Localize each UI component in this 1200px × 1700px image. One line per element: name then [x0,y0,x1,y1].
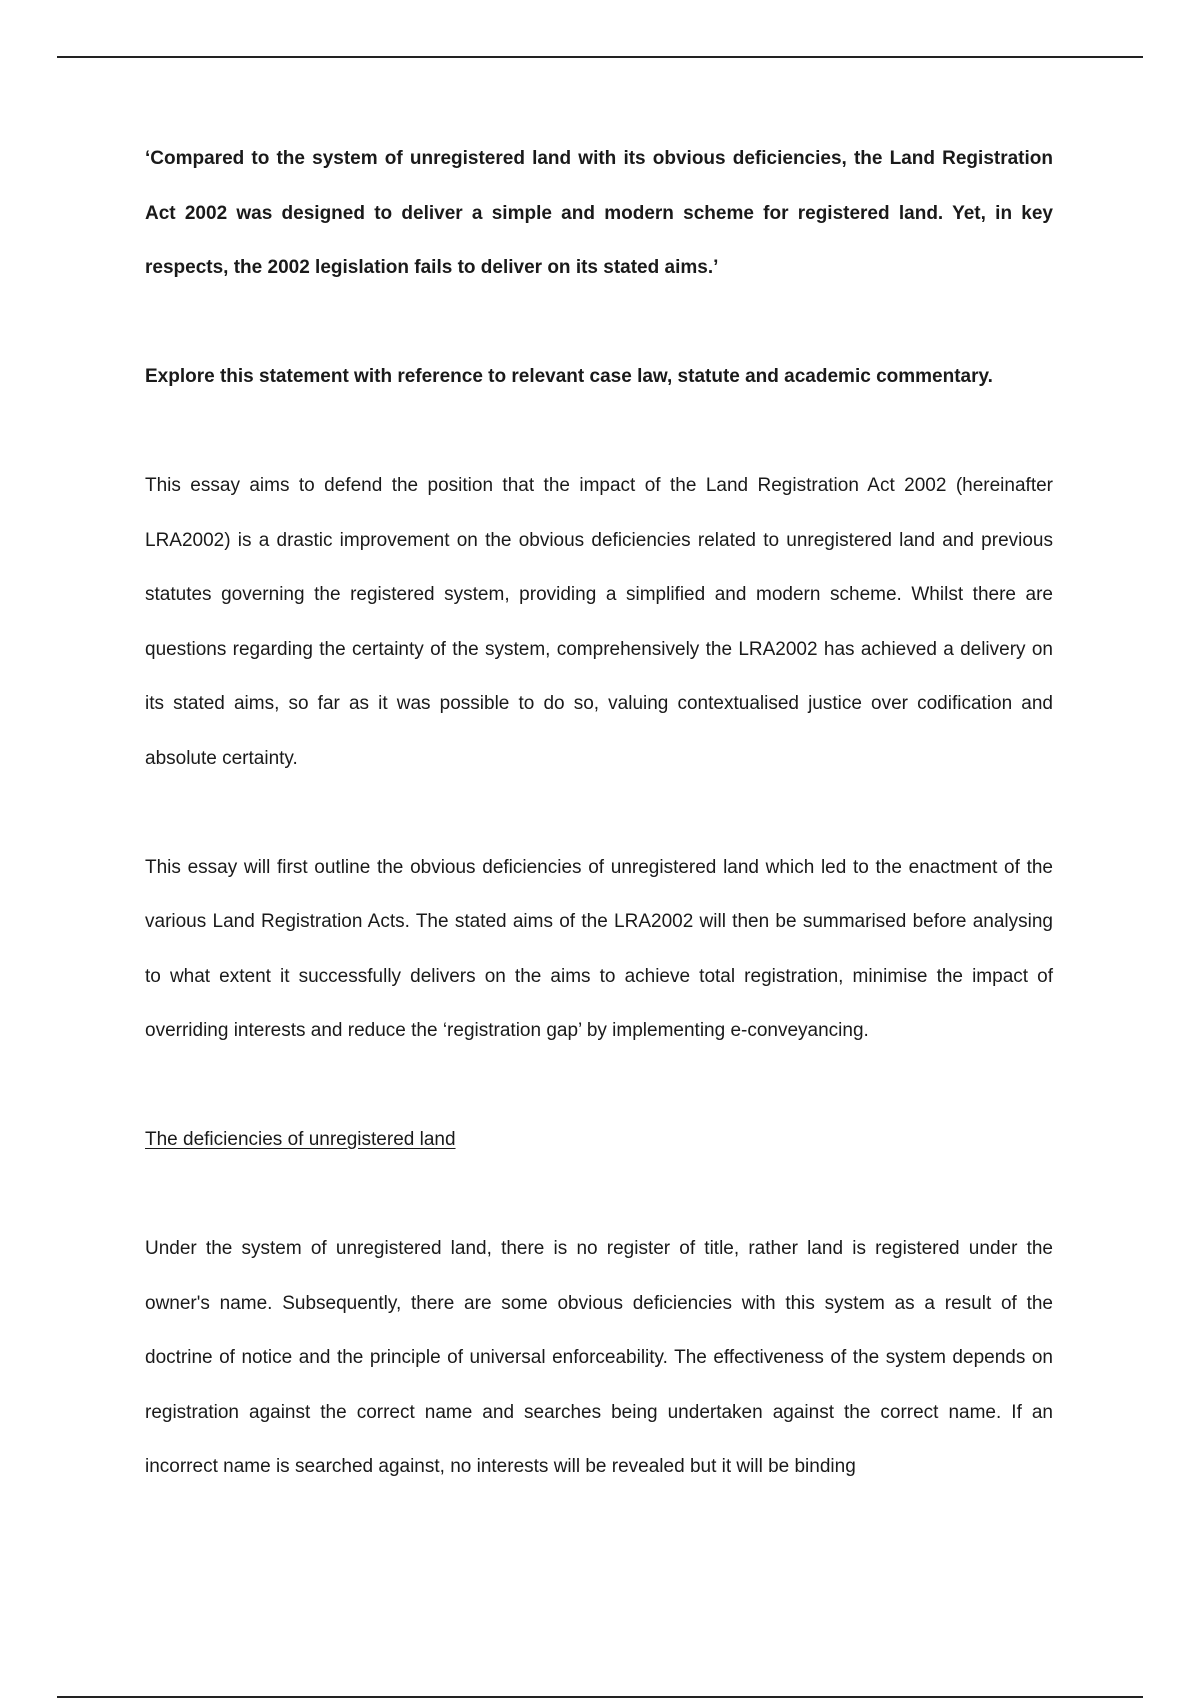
spacer [145,1059,1053,1114]
body-paragraph: Under the system of unregistered land, there is no register of title, rather land is registered under the owner's name. Subsequently, there are some obvious deficiencies with this system as a result of the doctrine of notice and the principle of universal enforceability. The effectiveness of the system depends on registration against the correct name and searches being undertaken against the correct name. If an incorrect name is searched against, no interests will be revealed but it will be binding [145,1238,1053,1477]
outline-paragraph: This essay will first outline the obvious deficiencies of unregistered land which led to the enactment of the various Land Registration Acts. The stated aims of the LRA2002 will then be summarised before analysing to what extent it successfully delivers on the aims to achieve total registration, minimise the impact of overriding interests and reduce the ‘registration gap’ by implementing e-conveyancing. [145,856,1053,1041]
footer-rule [57,1696,1143,1698]
section-heading [145,1113,1053,1168]
document-body [145,132,1053,1495]
intro-paragraph: This essay aims to defend the position that the impact of the Land Registration Act 2002 (hereinafter LRA2002) is a drastic improvement on the obvious deficiencies related to unregistered land and previous statutes governing the registered system, providing a simplified and modern scheme. Whilst there are questions regarding the certainty of the system, comprehensively the LRA2002 has achieved a delivery on its stated aims, so far as it was possible to do so, valuing contextualised justice over codification and absolute certainty. [145,475,1053,769]
spacer [145,786,1053,841]
essay-instruction: Explore this statement with reference to relevant case law, statute and academic commentary. [145,366,993,387]
section-heading-text: The deficiencies of unregistered land [145,1129,456,1150]
spacer [145,1168,1053,1223]
spacer [145,296,1053,351]
essay-question: ‘Compared to the system of unregistered land with its obvious deficiencies, the Land Registration Act 2002 was designed to deliver a simple and modern scheme for registered land. Yet, in key respects, the 2002 legislation fails to deliver on its stated aims.’ [145,148,1053,278]
header-rule [57,56,1143,58]
spacer [145,405,1053,460]
